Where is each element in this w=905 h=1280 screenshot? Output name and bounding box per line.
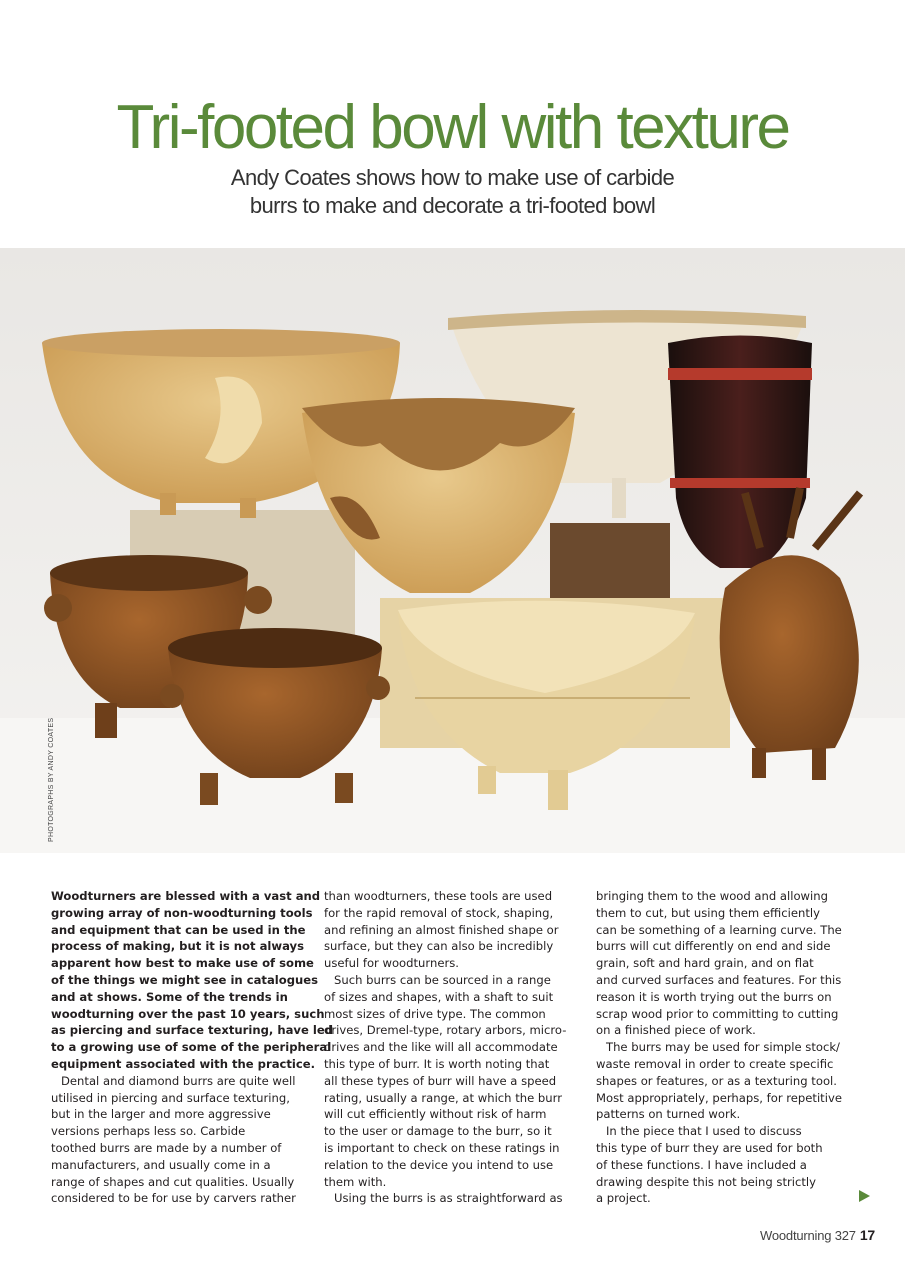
page-number: 17 — [859, 1227, 875, 1243]
body-paragraph: Dental and diamond burrs are quite well utilised in piercing and surface texturing, but in the larger and more aggressive versions perhaps less so. Carbide toothed burrs are made by a number of manufacturers, and usually come in a range of shapes and cut qualities. Usually considered to be for use by carvers rather — [51, 1073, 296, 1206]
intro-paragraph: Woodturners are blessed with a vast and growing array of non-woodturning tools and equipment that can be used in the process of making, but it is not always apparent how best to make use of some of the things we might see in catalogues and at shows. Some of the trends in woodturning over the past 10 years, such as piercing and surface texturing, have led to a growing use of some of the peripheral equipment associated with the practice. — [51, 889, 334, 1071]
article-column-3 — [596, 888, 858, 1207]
standfirst-line: Andy Coates shows how to make use of carbide — [230, 165, 675, 190]
magazine-issue: Woodturning 327 — [760, 1228, 856, 1243]
article-column-1 — [51, 888, 334, 1207]
bowls-illustration — [0, 248, 905, 853]
photo-credit: PHOTOGRAPHS BY ANDY COATES — [48, 717, 55, 842]
page-folio — [760, 1227, 875, 1243]
article-photo — [0, 248, 905, 853]
body-paragraph: Using the burrs is as straightforward as — [334, 1191, 563, 1206]
article-column-2 — [324, 888, 586, 1207]
body-paragraph: In the piece that I used to discuss this type of burr they are used for both of these functions. I have included a drawing despite this not being strictly a project. — [596, 1124, 823, 1206]
body-paragraph: Such burrs can be sourced in a range of sizes and shapes, with a shaft to suit most sizes of drive type. The common drives, Dremel-type, rotary arbors, micro- drives and the like will all accommodate this type of burr. It is worth noting that all these types of burr will have a speed rating, usually a range, at which the burr will cut efficiently without risk of harm to the user or damage to the burr, so it is important to check on these ratings in relation to the device you intend to use them with. — [324, 972, 567, 1189]
rust-pod-sculpture — [720, 555, 859, 753]
body-paragraph: The burrs may be used for simple stock/ waste removal in order to create specific shapes or features, or as a texturing tool. Most appropriately, perhaps, for repetitive patterns on turned work. — [596, 1040, 842, 1122]
body-paragraph: bringing them to the wood and allowing them to cut, but using them efficiently can be something of a learning curve. The burrs will cut differently on end and side grain, soft and hard grain, and on flat and curved surfaces and features. For this reason it is worth trying out the burrs on scrap wood prior to committing to cutting on a finished piece of work. — [596, 889, 842, 1038]
body-paragraph: than woodturners, these tools are used for the rapid removal of stock, shaping, and refining an almost finished shape or surface, but they can also be incredibly useful for woodturners. — [324, 889, 559, 971]
standfirst-line: burrs to make and decorate a tri-footed bowl — [249, 193, 656, 218]
standfirst — [0, 164, 905, 220]
article-title: Tri-footed bowl with texture — [116, 93, 789, 162]
continue-arrow-icon — [859, 1190, 870, 1202]
